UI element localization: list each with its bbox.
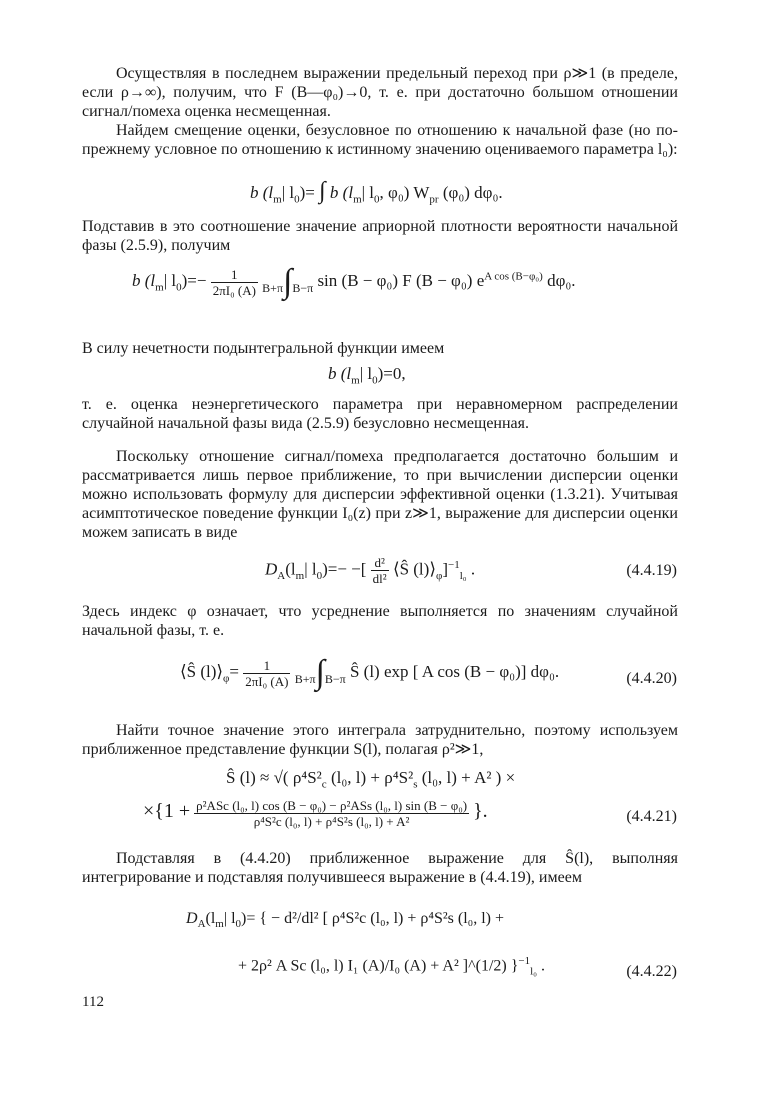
equation-number-4-4-22: (4.4.22) [626,963,677,980]
paragraph-2: Найдем смещение оценки, безусловное по отношению к начальной фазе (но по-прежнему условное по отношению к истинному значению оцениваемого параметра l₀): [82,122,678,158]
paragraph-5: т. е. оценка неэнергетического параметра при неравномерном распределении случайной начальной фазы вида (2.5.9) безусловно несмещенная. [82,396,678,432]
equation-4-4-21-line2: ×{1 + $\frac{\text{ρ²ASc (l₀, l) cos (B − φ₀) − ρ²ASs (l₀, l) sin (B − φ₀)}}{\text{ρ⁴S²c (l₀, l) + ρ⁴S²s (l₀, l) + A²}}$ }. [143,798,488,829]
equation-number-4-4-20: (4.4.20) [626,670,677,687]
equation-bias-2: b ($l_m|$ $l_0)=-$ $\frac{1}{\text{2πI₀ (A)}}$ B+π∫B−π sin (B − φ₀) F (B − φ₀) $e^{A cos (B-\varphi_0)}$ dφ₀. [132,263,576,300]
paragraph-7: Здесь индекс φ означает, что усреднение выполняется по значениям случайной начальной фазы, т. е. [82,603,678,639]
paragraph-6: Поскольку отношение сигнал/помеха предполагается достаточно большим и рассматривается лишь первое приближение, то при вычислении дисперсии оценки можно использовать формулу для дисперсии эффективной оценки (1.3.21). Учитывая асимптотическое поведение функции I₀(z) при z≫1, выражение для дисперсии оценки можем записать в виде [82,448,678,541]
paragraph-9: Подставляя в (4.4.20) приближенное выражение для Ŝ(l), выполняя интегрирование и подставляя получившееся выражение в (4.4.19), имеем [82,850,678,886]
equation-4-4-21-line1: Ŝ (l) ≈ √( $\rho^4S^2_c$ (l₀, $l) + \rho^4S^2_s$ (l₀, l) + A² ) × [226,768,516,791]
paragraph-4: В силу нечетности подынтегральной функции имеем [82,340,445,357]
equation-4-4-22-line1: $D_A(l_m|$ $l_0)=$ { − d²/dl² [ ρ⁴S²c (l₀, l) + ρ⁴S²s (l₀, l) + [186,910,505,931]
equation-4-4-19: $D_A(l_m|$ $l_0)=-$ −[ $\frac{\text{d²}}{\text{dl²}}$ ⟨Ŝ $(l)⟩_\varphi]^{-1}_{l_0}$ . [265,555,476,586]
equation-4-4-22-line2: + 2ρ² A Sc (l₀, l) I₁ (A)/I₀ (A) + A² ]^(1/2) }$^{-1}_{l_0}$ . [238,955,546,978]
equation-bias: b ($l_m|$ $l_0)=$ ∫ b ($l_m|$ $l_0$, φ₀) $W_{pr}$ (φ₀) dφ₀. [250,178,503,206]
equation-zero: b ($l_m|$ $l_0)=0$, [328,364,406,387]
paragraph-3: Подставив в это соотношение значение априорной плотности вероятности начальной фазы (2.5.9), получим [82,218,678,254]
paragraph-1: Осуществляя в последнем выражении предельный переход при ρ≫1 (в пределе, если ρ→∞), получим, что F (B—φ₀)→0, т. е. при достаточно большом отношении сигнал/помеха оценка несмещенная. [82,65,678,120]
equation-number-4-4-21: (4.4.21) [626,808,677,825]
equation-number-4-4-19: (4.4.19) [626,562,677,579]
page-number: 112 [82,994,104,1010]
paragraph-8: Найти точное значение этого интеграла затруднительно, поэтому используем приближенное представление функции S(l), полагая ρ²≫1, [82,722,678,758]
equation-4-4-20: ⟨Ŝ $(l)⟩_\varphi=$ $\frac{1}{\text{2πI₀ (A)}}$ B+π∫B−π Ŝ (l) exp [ A cos (B − φ₀)] dφ₀. [180,654,560,691]
